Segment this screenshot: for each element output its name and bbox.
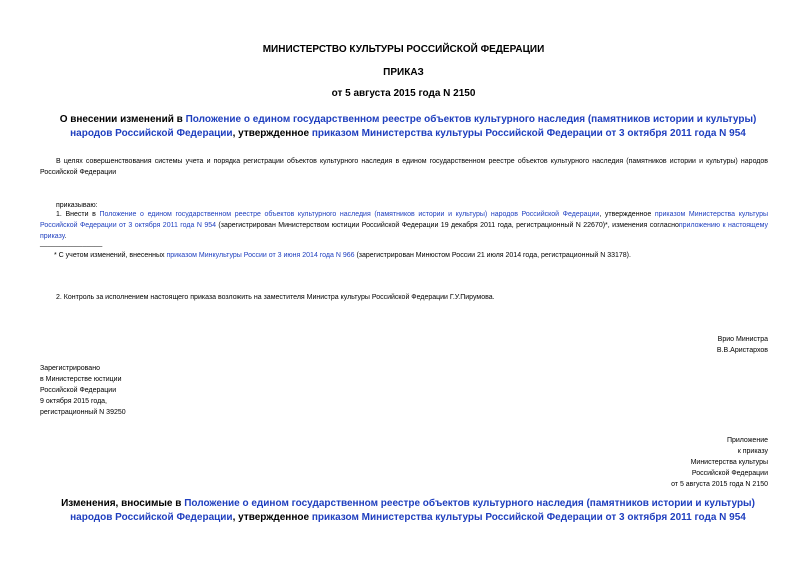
regulation-link[interactable]: Положение о едином государственном реестре объектов культурного наследия (памятников истории и культуры) народов Российской Федерации (70, 114, 757, 139)
registration-line: Российской Федерации (40, 387, 117, 394)
appendix-line: к приказу (737, 448, 768, 455)
item-2-paragraph: 2. Контроль за исполнением настоящего приказа возложить на заместителя Министра культуры Российской Федерации Г.У.Пирумова. (56, 294, 495, 301)
appendix-title-middle: , утвержденное (232, 512, 312, 523)
order-title (40, 113, 776, 141)
appendix-title (40, 497, 776, 525)
ministry-heading: МИНИСТЕРСТВО КУЛЬТУРЫ РОССИЙСКОЙ ФЕДЕРАЦИИ (262, 44, 545, 55)
intro-paragraph: В целях совершенствования системы учета и порядка регистрации объектов культурного наследия в едином государственном реестре объектов культурного наследия (памятников истории и культуры) народов Российской Федерации (40, 158, 768, 176)
order-title-middle: , утвержденное (232, 128, 312, 139)
footnote-start: * С учетом изменений, внесенных (54, 252, 167, 259)
item-1-registration: (зарегистрирован Министерством юстиции Российской Федерации 19 декабря 2011 года, регистрационный N 22670)*, изменения согласно (216, 222, 679, 229)
registration-line: Зарегистрировано (40, 365, 100, 372)
appendix-block (568, 435, 768, 490)
appendix-line: от 5 августа 2015 года N 2150 (671, 481, 768, 488)
doc-date-heading: от 5 августа 2015 года N 2150 (331, 88, 476, 99)
appendix-line: Приложение (726, 437, 768, 444)
registration-line: в Министерстве юстиции (40, 376, 122, 383)
registration-line: регистрационный N 39250 (40, 409, 126, 416)
order-966-link[interactable]: приказом Минкультуры России от 3 июня 2014 года N 966 (166, 252, 355, 259)
order-word: приказываю: (56, 202, 98, 209)
footnote-separator: ________________ (40, 240, 103, 247)
footnote-end: (зарегистрирован Минюстом России 21 июля 2014 года, регистрационный N 33178). (354, 252, 631, 259)
footnote (54, 250, 768, 261)
item-1-end: . (64, 233, 67, 240)
signature-name: В.В.Аристархов (716, 347, 768, 354)
item-1-order-954-link[interactable]: приказом Министерства культуры Российской Федерации от 3 октября 2011 года N 954 (40, 211, 768, 229)
item-1-paragraph (40, 209, 768, 242)
order-title-prefix: О внесении изменений в (59, 114, 186, 125)
signature-position: Врио Министра (717, 336, 768, 343)
doc-type-heading: ПРИКАЗ (383, 67, 424, 78)
appendix-line: Министерства культуры (690, 459, 768, 466)
registration-line: 9 октября 2015 года, (40, 398, 108, 405)
appendix-regulation-link[interactable]: Положение о едином государственном реестре объектов культурного наследия (памятников истории и культуры) народов Российской Федерации (70, 498, 755, 523)
registration-block (40, 363, 260, 418)
item-1-regulation-link[interactable]: Положение о едином государственном реестре объектов культурного наследия (памятников истории и культуры) народов Российской Федерации (99, 211, 600, 218)
item-1-start: 1. Внести в (56, 211, 100, 218)
appendix-order-954-link[interactable]: приказом Министерства культуры Российской Федерации от 3 октября 2011 года N 954 (311, 512, 746, 523)
appendix-title-prefix: Изменения, вносимые в (61, 498, 185, 509)
appendix-line: Российской Федерации (691, 470, 768, 477)
item-1-middle: , утвержденное (599, 211, 655, 218)
order-954-link[interactable]: приказом Министерства культуры Российской Федерации от 3 октября 2011 года N 954 (311, 128, 746, 139)
appendix-link[interactable]: приложению к настоящему приказу (40, 222, 768, 240)
